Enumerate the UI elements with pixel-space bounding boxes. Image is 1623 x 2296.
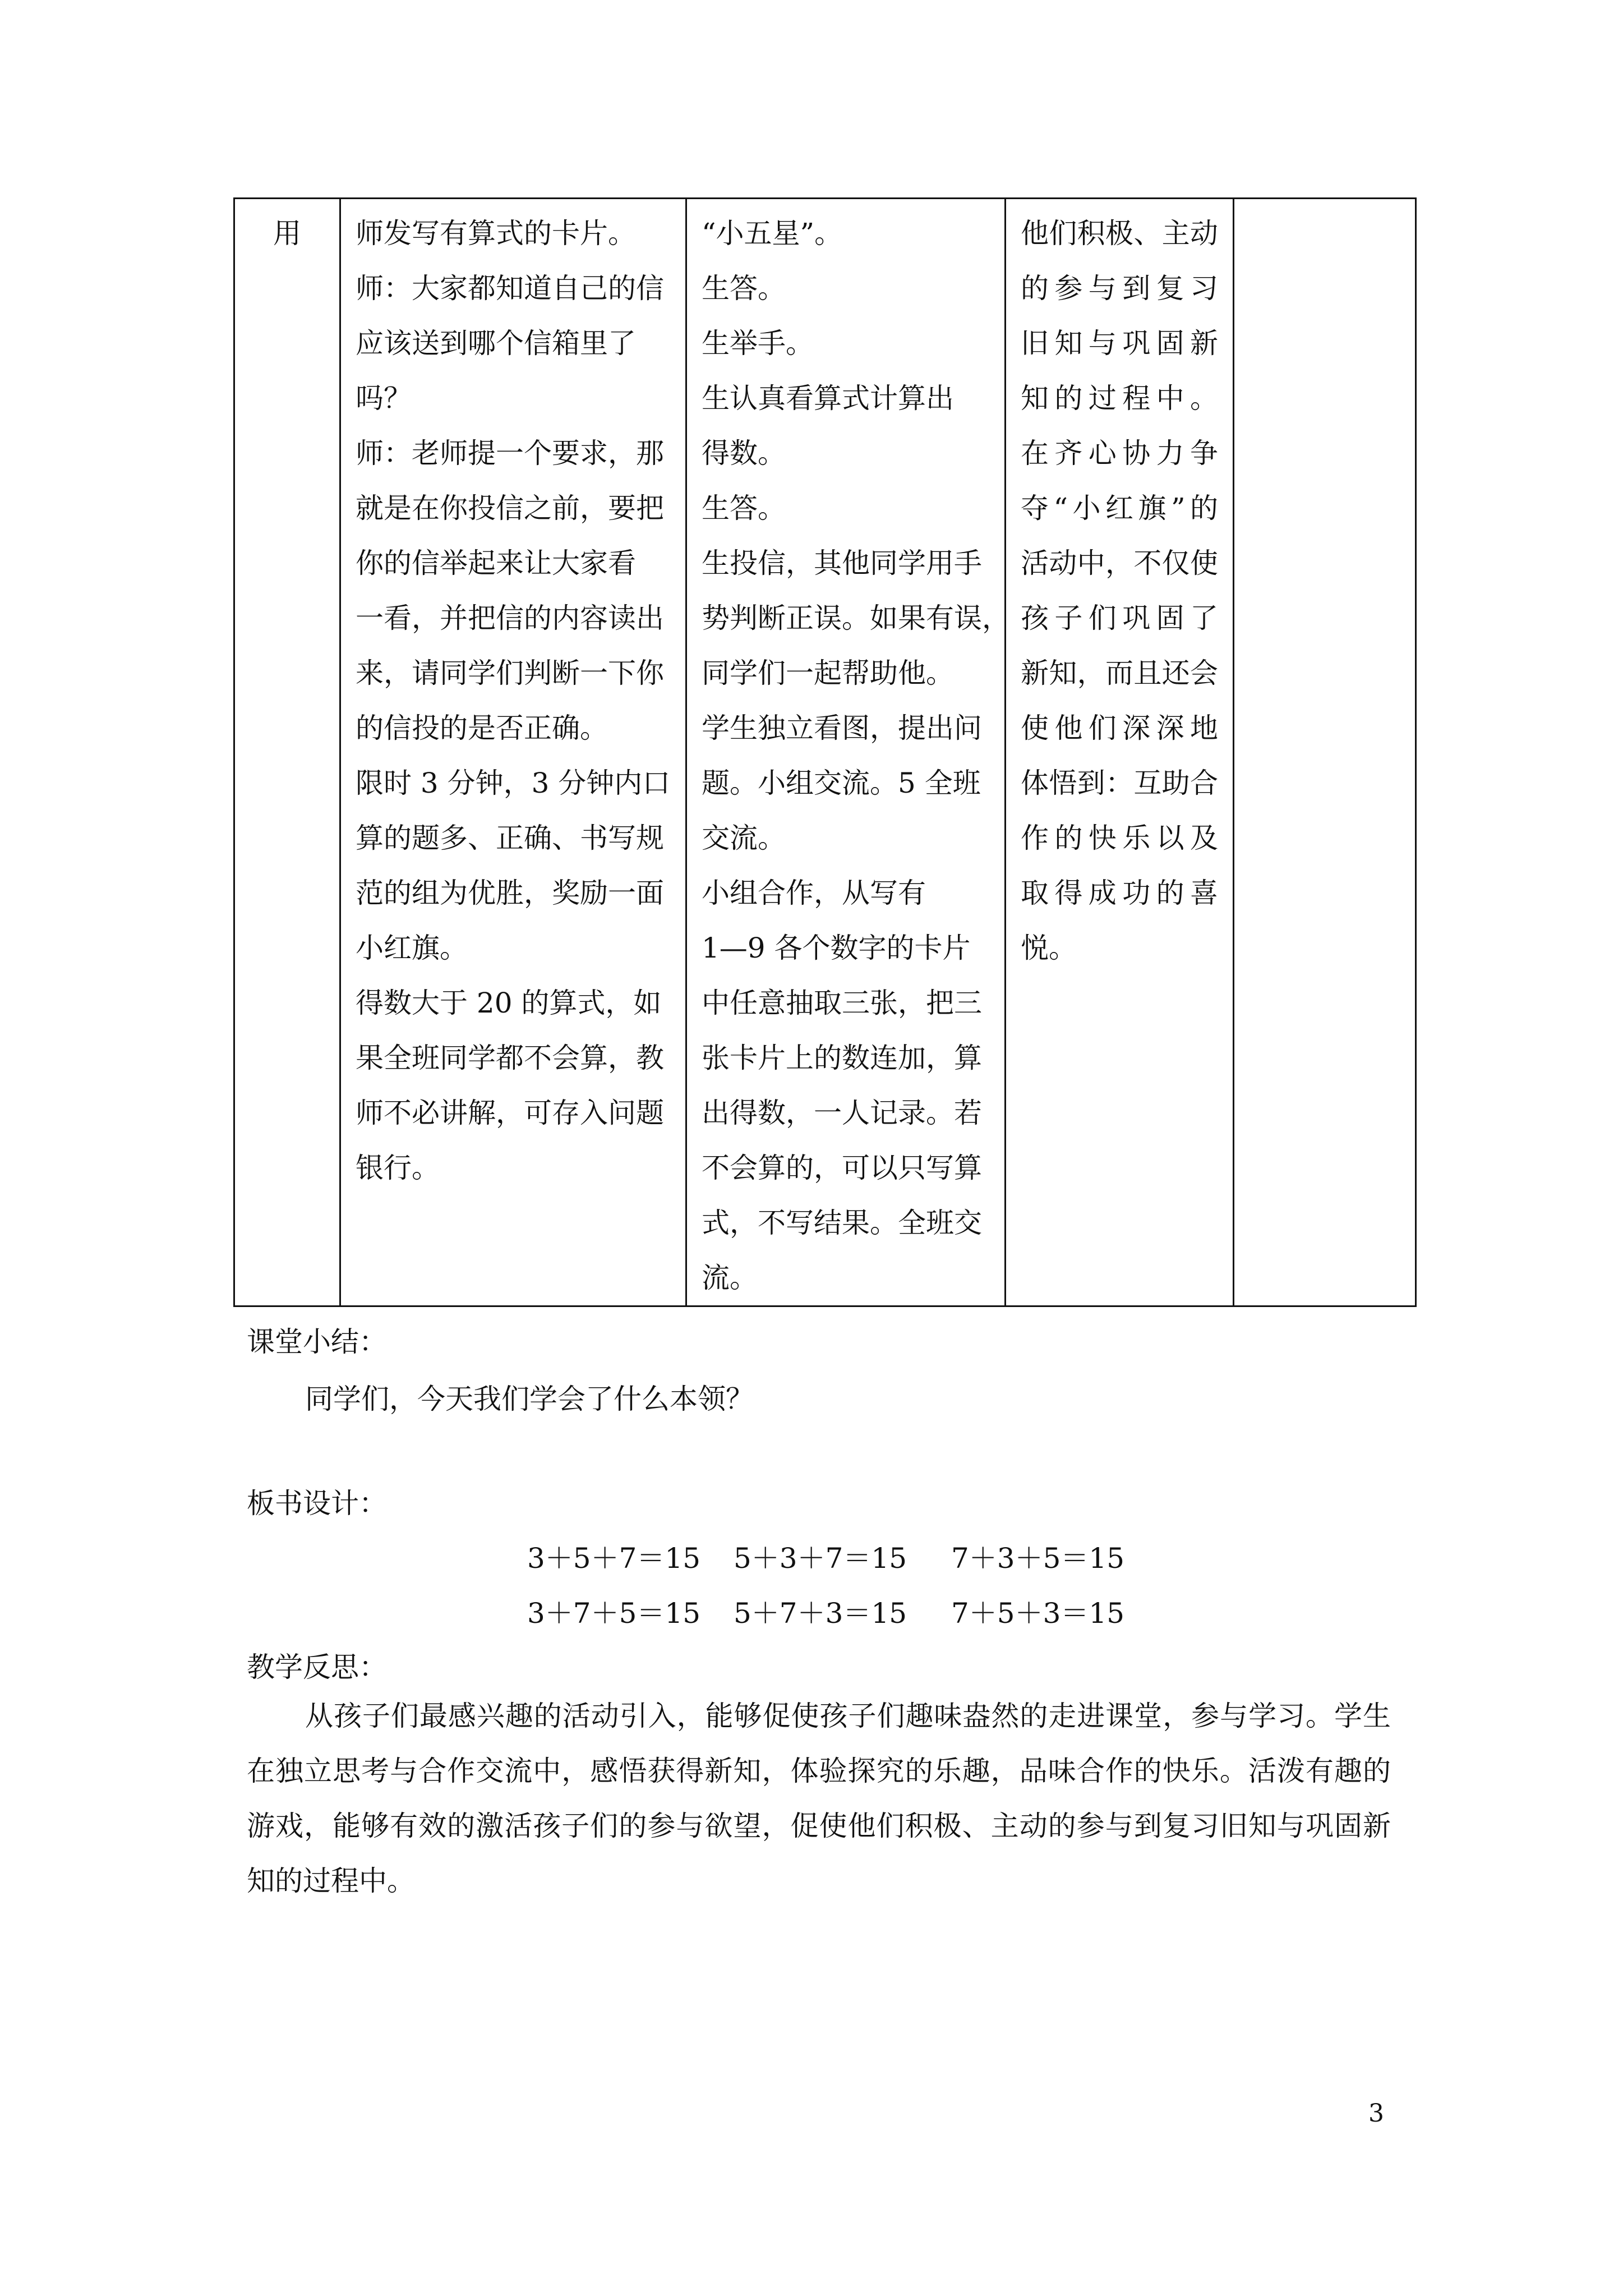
cell-line: 势判断正误。如果有误， <box>702 602 1010 634</box>
cell-line: 范的组为优胜，奖励一面 <box>356 877 664 909</box>
cell-line: 体悟到：互助合 <box>1021 767 1218 799</box>
notes-cell <box>1234 199 1416 1306</box>
cell-line: 流。 <box>702 1262 758 1294</box>
cell-line: 夺“小红旗”的 <box>1021 492 1218 524</box>
formula-r1-c1: 3＋5＋7＝15 <box>527 1542 701 1575</box>
cell-line: 来，请同学们判断一下你 <box>356 657 664 689</box>
cell-line: 果全班同学都不会算，教 <box>356 1042 664 1074</box>
stage-text <box>235 199 339 261</box>
lesson-plan-table <box>233 197 1417 1307</box>
summary-label: 课堂小结： <box>247 1326 387 1358</box>
cell-line: 作的快乐以及 <box>1021 822 1218 854</box>
cell-line: 师：大家都知道自己的信 <box>356 272 664 305</box>
cell-line: 同学们一起帮助他。 <box>702 657 954 689</box>
formula-r2-c3: 7＋5＋3＝15 <box>951 1597 1125 1630</box>
formula-r2-c2: 5＋7＋3＝15 <box>734 1597 907 1630</box>
cell-line: 悦。 <box>1021 932 1077 964</box>
reflection-label: 教学反思： <box>247 1651 387 1683</box>
cell-line: 银行。 <box>356 1152 440 1184</box>
cell-line: 师发写有算式的卡片。 <box>356 217 636 250</box>
cell-line: 生答。 <box>702 272 786 305</box>
student-activity-cell <box>686 199 1010 1306</box>
cell-line: 生举手。 <box>702 327 814 360</box>
board-design-label: 板书设计： <box>247 1487 387 1520</box>
cell-line: 你的信举起来让大家看 <box>356 547 636 579</box>
student-activity-text <box>687 199 1010 1305</box>
cell-line: 他们积极、主动 <box>1021 217 1218 250</box>
cell-line: 应该送到哪个信箱里了 <box>356 327 636 360</box>
formula-r1-c2: 5＋3＋7＝15 <box>734 1542 907 1575</box>
cell-line: 交流。 <box>702 822 786 854</box>
cell-line: 小红旗。 <box>356 932 468 964</box>
cell-line: 不会算的，可以只写算 <box>702 1152 982 1184</box>
cell-line: 小组合作，从写有 <box>702 877 926 909</box>
cell-line: 的信投的是否正确。 <box>356 712 608 744</box>
cell-line: 活动中，不仅使 <box>1021 547 1218 579</box>
reflection-line: 游戏，能够有效的激活孩子们的参与欲望，促使他们积极、主动的参与到复习旧知与巩固新 <box>247 1810 1391 1842</box>
cell-line: 限时 3 分钟，3 分钟内口 <box>356 767 671 799</box>
cell-line: 生认真看算式计算出 <box>702 382 954 415</box>
formula-r2-c1: 3＋7＋5＝15 <box>527 1597 701 1630</box>
cell-line: 式，不写结果。全班交 <box>702 1207 982 1239</box>
cell-line: 在齐心协力争 <box>1021 437 1218 470</box>
cell-line: 得数。 <box>702 437 786 470</box>
formula-r1-c3: 7＋3＋5＝15 <box>951 1542 1125 1575</box>
cell-line: 出得数，一人记录。若 <box>702 1097 982 1129</box>
cell-line: 师：老师提一个要求，那 <box>356 437 664 470</box>
page-number: 3 <box>1368 2099 1384 2128</box>
cell-line: 的参与到复习 <box>1021 272 1218 305</box>
table-row <box>234 199 1416 1306</box>
cell-line: 生答。 <box>702 492 786 524</box>
cell-line: 旧知与巩固新 <box>1021 327 1218 360</box>
cell-line: 算的题多、正确、书写规 <box>356 822 664 854</box>
cell-line: 1—9 各个数字的卡片 <box>702 932 971 964</box>
cell-line: 师不必讲解，可存入问题 <box>356 1097 664 1129</box>
cell-line: 用 <box>273 217 301 250</box>
summary-text: 同学们，今天我们学会了什么本领？ <box>305 1383 754 1415</box>
cell-line: 题。小组交流。5 全班 <box>702 767 981 799</box>
notes-text <box>1234 199 1415 206</box>
reflection-line: 知的过程中。 <box>247 1865 415 1897</box>
cell-line: 张卡片上的数连加，算 <box>702 1042 982 1074</box>
cell-line: 学生独立看图，提出问 <box>702 712 982 744</box>
teacher-activity-text <box>341 199 685 1195</box>
cell-line: 孩子们巩固了 <box>1021 602 1218 634</box>
cell-line: 新知，而且还会 <box>1021 657 1218 689</box>
cell-line: 使他们深深地 <box>1021 712 1218 744</box>
cell-line: 知的过程中。 <box>1021 382 1218 415</box>
cell-line: “小五星”。 <box>702 217 843 250</box>
cell-line: 就是在你投信之前，要把 <box>356 492 664 524</box>
reflection-line: 从孩子们最感兴趣的活动引入，能够促使孩子们趣味盎然的走进课堂，参与学习。学生 <box>305 1700 1391 1732</box>
design-intent-text <box>1006 199 1233 976</box>
cell-line: 吗？ <box>356 382 412 415</box>
teacher-activity-cell <box>340 199 686 1306</box>
cell-line: 一看，并把信的内容读出 <box>356 602 664 634</box>
cell-line: 生投信，其他同学用手 <box>702 547 982 579</box>
reflection-line: 在独立思考与合作交流中，感悟获得新知，体验探究的乐趣，品味合作的快乐。活泼有趣的 <box>247 1755 1391 1787</box>
stage-cell <box>234 199 340 1306</box>
reflection-paragraph <box>247 1688 1391 1908</box>
cell-line: 取得成功的喜 <box>1021 877 1218 909</box>
cell-line: 得数大于 20 的算式，如 <box>356 987 662 1019</box>
design-intent-cell <box>1006 199 1234 1306</box>
cell-line: 中任意抽取三张，把三 <box>702 987 982 1019</box>
